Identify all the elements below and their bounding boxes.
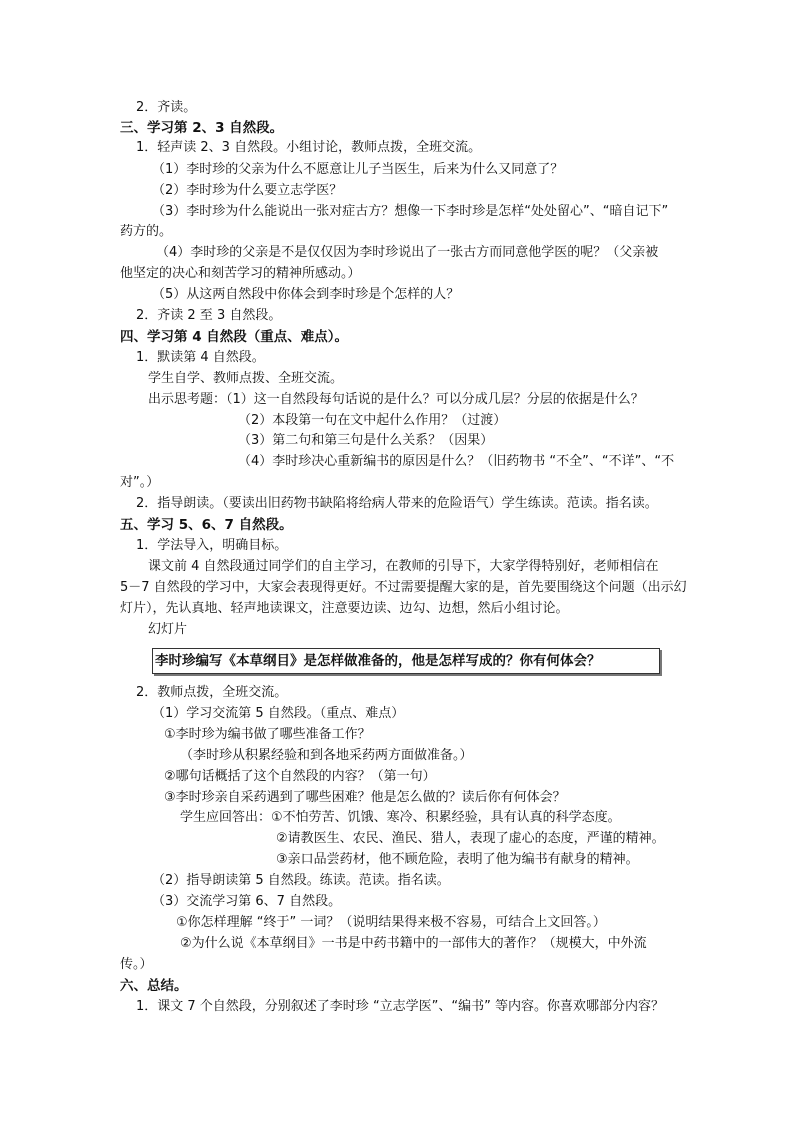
question-item: （2）本段第一句在文中起什么作用？（过渡） <box>238 413 507 428</box>
answer-item: ②请教医生、农民、渔民、猎人，表现了虚心的态度，严谨的精神。 <box>276 831 665 846</box>
text-line: 学生自学、教师点拨、全班交流。 <box>148 371 344 386</box>
paragraph-line: 课文前 4 自然段通过同学们的自主学习，在教师的引导下，大家学得特别好，老师相信在 <box>148 559 659 574</box>
question-item: （4）李时珍的父亲是不是仅仅因为李时珍说出了一张古方而同意他学医的呢？（父亲被 <box>156 245 659 260</box>
slide-box: 李时珍编写《本草纲目》是怎样做准备的，他是怎样写成的？你有何体会？ <box>152 648 660 674</box>
answer-item: 学生应回答出：①不怕劳苦、饥饿、寒冷、积累经验，具有认真的科学态度。 <box>180 810 621 825</box>
paragraph-line: 5－7 自然段的学习中，大家会表现得更好。不过需要提醒大家的是，首先要围绕这个问题（出示幻 <box>120 580 687 595</box>
slide-caption: 幻灯片 <box>148 622 188 637</box>
answer-item: ③亲口品尝药材，他不顾危险，表明了他为编书有献身的精神。 <box>276 852 639 867</box>
text-line: （2）指导朗读第 5 自然段。练读。范读。指名读。 <box>152 873 450 888</box>
text-line: 2．指导朗读。（要读出旧药物书缺陷将给病人带来的危险语气）学生练读。范读。指名读。 <box>136 496 658 511</box>
text-line: 传。） <box>120 957 153 972</box>
text-line: 1．默读第 4 自然段。 <box>136 350 265 365</box>
question-item: ②哪句话概括了这个自然段的内容？（第一句） <box>164 769 436 784</box>
question-item: （5）从这两自然段中你体会到李时珍是个怎样的人？ <box>152 287 460 302</box>
question-item: 出示思考题：（1）这一自然段每句话说的是什么？可以分成几层？分层的依据是什么？ <box>148 392 644 407</box>
question-item: ②为什么说《本草纲目》一书是中药书籍中的一部伟大的著作？（规模大，中外流 <box>180 936 647 951</box>
text-line: 2．齐读 2 至 3 自然段。 <box>136 308 282 323</box>
question-item: （4）李时珍决心重新编书的原因是什么？（旧药物书 “不全”、“不详”、“不 <box>238 454 675 469</box>
text-line: （1）学习交流第 5 自然段。（重点、难点） <box>152 706 405 721</box>
section-heading: 三、学习第 2、3 自然段。 <box>120 120 284 136</box>
question-item: ①你怎样理解 “终于” 一词？（说明结果得来极不容易，可结合上文回答。） <box>176 915 606 930</box>
text-line: 1．学法导入，明确目标。 <box>136 538 288 553</box>
question-item: （3）第二句和第三句是什么关系？（因果） <box>238 433 494 448</box>
text-line: 1．课文 7 个自然段，分别叙述了李时珍 “立志学医”、“编书” 等内容。你喜欢哪部分内容？ <box>136 999 665 1014</box>
paragraph-line: 灯片），先认真地、轻声地读课文，注意要边读、边勾、边想，然后小组讨论。 <box>120 601 569 616</box>
text-line: 他坚定的决心和刻苦学习的精神所感动。） <box>120 266 361 281</box>
answer-item: （李时珍从积累经验和到各地采药两方面做准备。） <box>180 748 473 763</box>
text-line: 对”。） <box>120 475 160 490</box>
question-item: ③李时珍亲自采药遇到了哪些困难？他是怎么做的？读后你有何体会？ <box>164 790 566 805</box>
question-item: （2）李时珍为什么要立志学医？ <box>152 183 343 198</box>
text-line: 1．轻声读 2、3 自然段。小组讨论，教师点拨，全班交流。 <box>136 140 482 155</box>
text-line: 2．齐读。 <box>136 100 197 115</box>
text-line: 2．教师点拨，全班交流。 <box>136 685 288 700</box>
text-line: 药方的。 <box>120 224 173 239</box>
section-heading: 六、总结。 <box>120 978 188 994</box>
question-item: ①李时珍为编书做了哪些准备工作？ <box>164 727 371 742</box>
section-heading: 五、学习 5、6、7 自然段。 <box>120 517 293 533</box>
question-item: （3）李时珍为什么能说出一张对症古方？想像一下李时珍是怎样“处处留心”、“暗自记下” <box>152 204 669 219</box>
section-heading: 四、学习第 4 自然段（重点、难点）。 <box>120 329 349 345</box>
text-line: （3）交流学习第 6、7 自然段。 <box>152 894 342 909</box>
question-item: （1）李时珍的父亲为什么不愿意让儿子当医生，后来为什么又同意了？ <box>152 162 564 177</box>
